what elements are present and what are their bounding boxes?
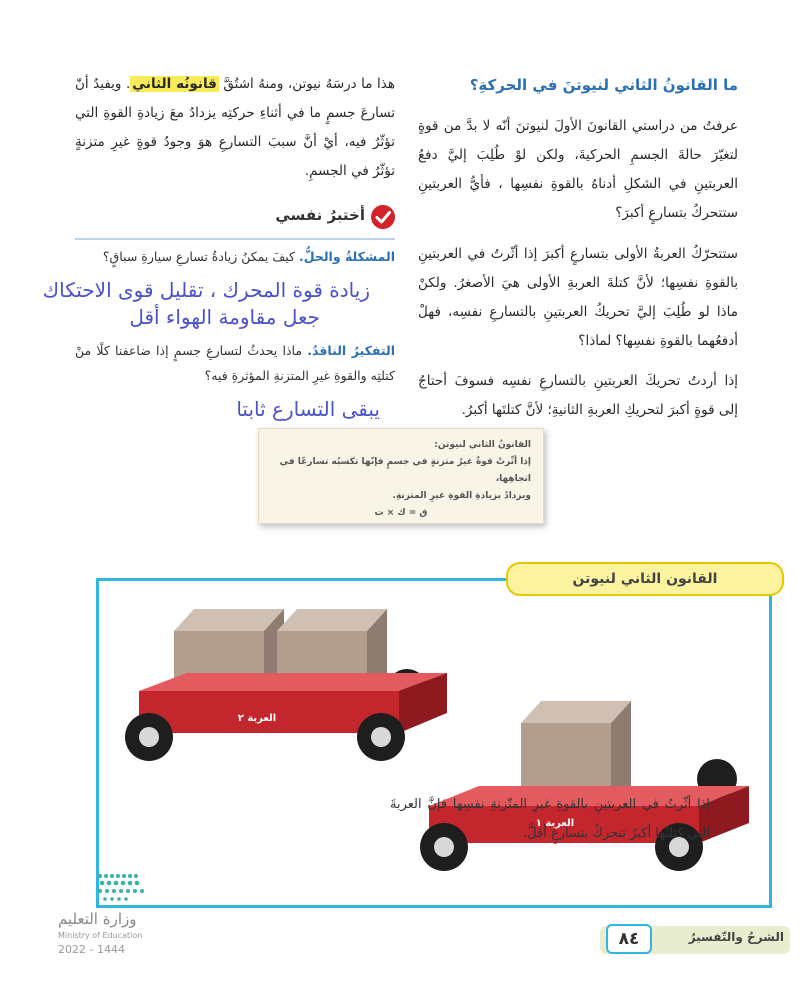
q2-label: التفكيرُ الناقدُ. — [307, 343, 395, 358]
academic-year: 2022 - 1444 — [58, 943, 125, 956]
intro-after: . ويفيدُ أنّ تسارعَ جسمٍ ما في أثناءِ حركتِه يزدادُ معَ زيادةِ القوةِ التي تؤثّرُ فيه، أيْ أنَّ سببَ التسارعِ هوَ وجودُ قوةٍ غيرِ متزنةٍ تؤثّرُ في الجسمِ. — [75, 76, 395, 179]
ministry-logo-icon — [96, 872, 148, 904]
paragraph-conclusion: إذا أردتُ تحريكَ العربتينِ بالتسارعِ نفسِه فسوفَ أحتاجُ إلى قوةٍ أكبرَ لتحريكِ العربةِ الثانيةِ؛ لأنَّ كتلتَها أكبرُ. — [418, 373, 738, 418]
footer-section-label: الشرحُ والتّفسيرُ — [688, 930, 784, 944]
law-note-box — [258, 428, 544, 524]
page-number: ٨٤ — [606, 924, 652, 954]
question-problem-solution — [75, 244, 395, 269]
handwritten-answer-1-line-2: جعل مقاومة الهواء أقل — [129, 305, 320, 329]
paragraph-second-law — [75, 70, 395, 186]
q2-text: ماذا يحدثُ لتسارعِ جسمٍ إذا ضاعفنا كلًا منْ كتلتِه والقوةِ غيرِ المتزنةِ المؤثرةِ فيه؟ — [75, 343, 395, 383]
handwritten-answer-2: يبقى التسارع ثابتا — [236, 397, 380, 421]
paragraph-answer: ستتحرّكُ العربةُ الأولى بتسارعٍ أكبرَ إذا أثّرتُ في العربتينِ بالقوةِ نفسِها؛ لأنَّ كتلةَ العربةِ الأولى هيَ الأصغرُ. ولكنْ ماذا لو طُلِبَ إليَّ تحريكُ العربتينِ بالتسارعِ نفسِه، فهلْ أدفعُهما بالقوةِ نفسِها؟ لماذا؟ — [418, 246, 738, 349]
check-icon — [371, 205, 395, 229]
handwritten-answer-1-line-1: زيادة قوة المحرك ، تقليل قوى الاحتكاك — [42, 278, 370, 302]
cart-1-label: العربة ١ — [535, 818, 575, 829]
figure-caption: إذا أثّرتُ في العربتينِ بالقوةِ غيرِ المتّزنةِ نفسِها فإنَّ العربةَ التي كتلتُها أكبرُ تتحركُ بتسارعٍ أقلَّ. — [390, 797, 710, 841]
self-test-title: أختبرُ نفسي — [275, 206, 365, 224]
cart-2-label: العربة ٢ — [237, 713, 277, 724]
question-critical-thinking — [75, 338, 395, 388]
q1-label: المشكلةُ والحلُّ. — [298, 249, 395, 264]
law-line-2: ويزدادُ بزيادةِ القوةِ غيرِ المتزنةِ. — [392, 491, 531, 501]
ministry-name-arabic: وزارة التعليم — [58, 910, 137, 928]
figure-title-tab: القانون الثاني لنيوتن — [506, 562, 784, 596]
highlight-second-law: قانونُه الثاني — [132, 76, 217, 92]
carts-illustration — [99, 581, 769, 905]
law-line-1: إذا أثّرتْ قوةٌ غيرُ متزنةٍ في جسمٍ فإنّها تكسبُه تسارعًا في اتجاهِها، — [279, 457, 531, 484]
section-divider — [75, 238, 395, 240]
cart-2-wheel-right — [357, 713, 405, 761]
law-formula: ق = ك × ت — [374, 508, 428, 518]
cart-2-wheel-left — [125, 713, 173, 761]
law-title: القانونُ الثاني لنيوتن: — [434, 440, 531, 450]
ministry-name-english: Ministry of Education — [58, 931, 143, 940]
cart-2 — [125, 609, 447, 761]
paragraph-intro: عرفتُ من دراستي القانونَ الأولَ لنيوتنَ أنّه لا بدَّ من قوةٍ لتغيّرَ حالةَ الجسمِ الحركيةَ، ولكن لوْ طُلِبَ إليَّ دفعُ العربتينِ في الشكلِ أدناهُ بالقوةِ نفسِها ، فأيُّ العربتينِ ستتحركُ بتسارعٍ أكبرَ؟ — [418, 118, 738, 221]
q1-text: كيفَ يمكنُ زيادةُ تسارعِ سيارةِ سباقٍ؟ — [102, 249, 299, 264]
intro-before: هذا ما درسَهُ نيوتن، ومنهُ اشتُقَّ — [218, 76, 395, 92]
section-heading: ما القانونُ الثاني لنيوتنَ في الحركةِ؟ — [469, 76, 738, 94]
